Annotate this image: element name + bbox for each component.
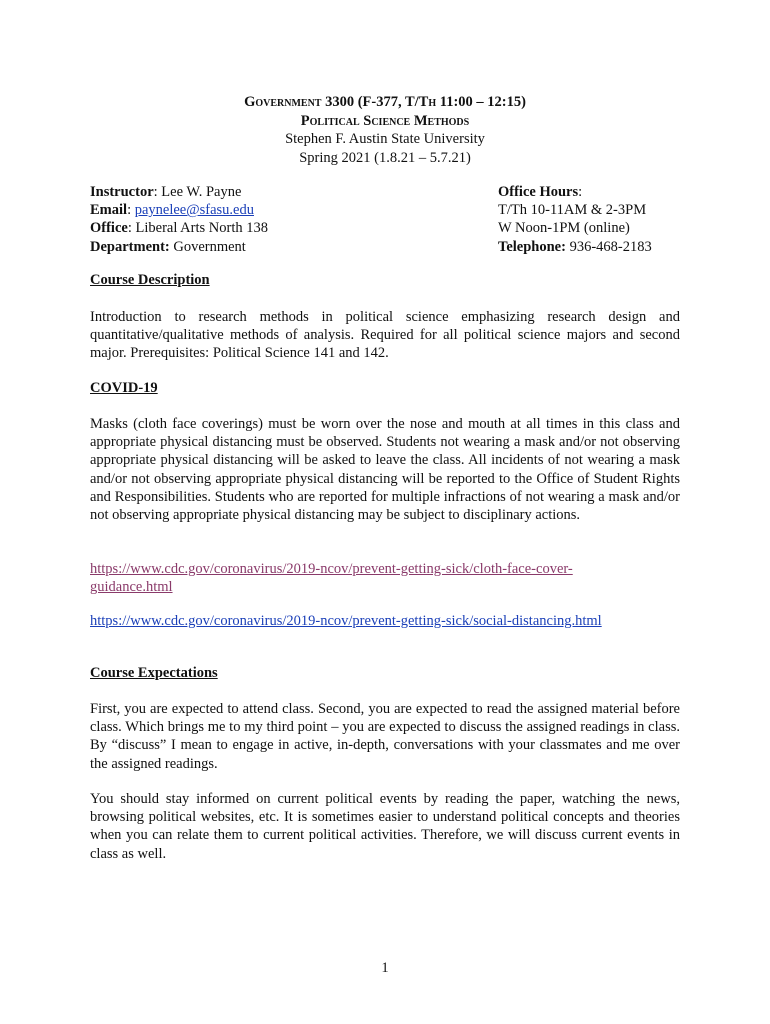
instructor-info	[90, 183, 268, 256]
course-expectations-heading: Course Expectations	[90, 665, 218, 681]
course-title: Government 3300 (F-377, T/Th 11:00 – 12:15)	[244, 94, 526, 110]
cdc-face-cover-link[interactable]: https://www.cdc.gov/coronavirus/2019-ncov/prevent-getting-sick/cloth-face-cover- guidance.html	[90, 561, 573, 596]
telephone-line: Telephone: 936-468-2183	[498, 238, 652, 255]
office-hours-info	[498, 183, 652, 256]
covid-text: Masks (cloth face coverings) must be worn over the nose and mouth at all times in this class and appropriate physical distancing must be observed. Students not wearing a mask and/or not observing appropriate physical distancing will be asked to leave the class. All incidents of not wearing a mask and/or not observing appropriate physical distancing will be reported to the Office of Student Rights and Responsibilities. Students who are reported for multiple infractions of not wearing a mask and/or not observing appropriate physical distancing may be subject to disciplinary actions.	[90, 416, 680, 524]
university-name: Stephen F. Austin State University	[285, 131, 485, 147]
page-number: 1	[381, 960, 389, 976]
expectations-paragraph-2: You should stay informed on current political events by reading the paper, watching the news, browsing political websites, etc. It is sometimes easier to understand political concepts and theories when you can relate them to current political activities. Therefore, we will discuss current events in class as well.	[90, 791, 680, 862]
instructor-line: Instructor: Lee W. Payne	[90, 184, 242, 200]
office-line: Office: Liberal Arts North 138	[90, 220, 268, 237]
cdc-distancing-link[interactable]: https://www.cdc.gov/coronavirus/2019-ncov/prevent-getting-sick/social-distancing.html	[90, 613, 602, 629]
course-header	[0, 93, 770, 167]
course-description-heading: Course Description	[90, 272, 210, 288]
expectations-paragraph-1: First, you are expected to attend class. Second, you are expected to read the assigned material before class. Which brings me to my third point – you are expected to discuss the assigned readings in class. By “discuss” I mean to engage in active, in-depth, conversations with your classmates and me over the assigned readings.	[90, 701, 680, 772]
covid-heading: COVID-19	[90, 380, 158, 396]
department-line: Department: Government	[90, 238, 246, 255]
office-hours-line-2: W Noon-1PM (online)	[498, 220, 630, 237]
course-description-text: Introduction to research methods in political science emphasizing research design and quantitative/qualitative methods of analysis. Required for all political science majors and second major. Prerequisites: Political Science 141 and 142.	[90, 309, 680, 362]
cdc-distancing-link-block	[90, 612, 710, 630]
semester-dates: Spring 2021 (1.8.21 – 5.7.21)	[299, 149, 471, 166]
office-hours-line-1: T/Th 10-11AM & 2-3PM	[498, 202, 647, 219]
course-subtitle: Political Science Methods	[300, 112, 470, 129]
office-hours-label: Office Hours:	[498, 184, 583, 200]
email-link[interactable]: paynelee@sfasu.edu	[134, 202, 254, 219]
cdc-face-cover-link-block	[90, 560, 680, 596]
email-line: Email: paynelee@sfasu.edu	[90, 202, 254, 219]
